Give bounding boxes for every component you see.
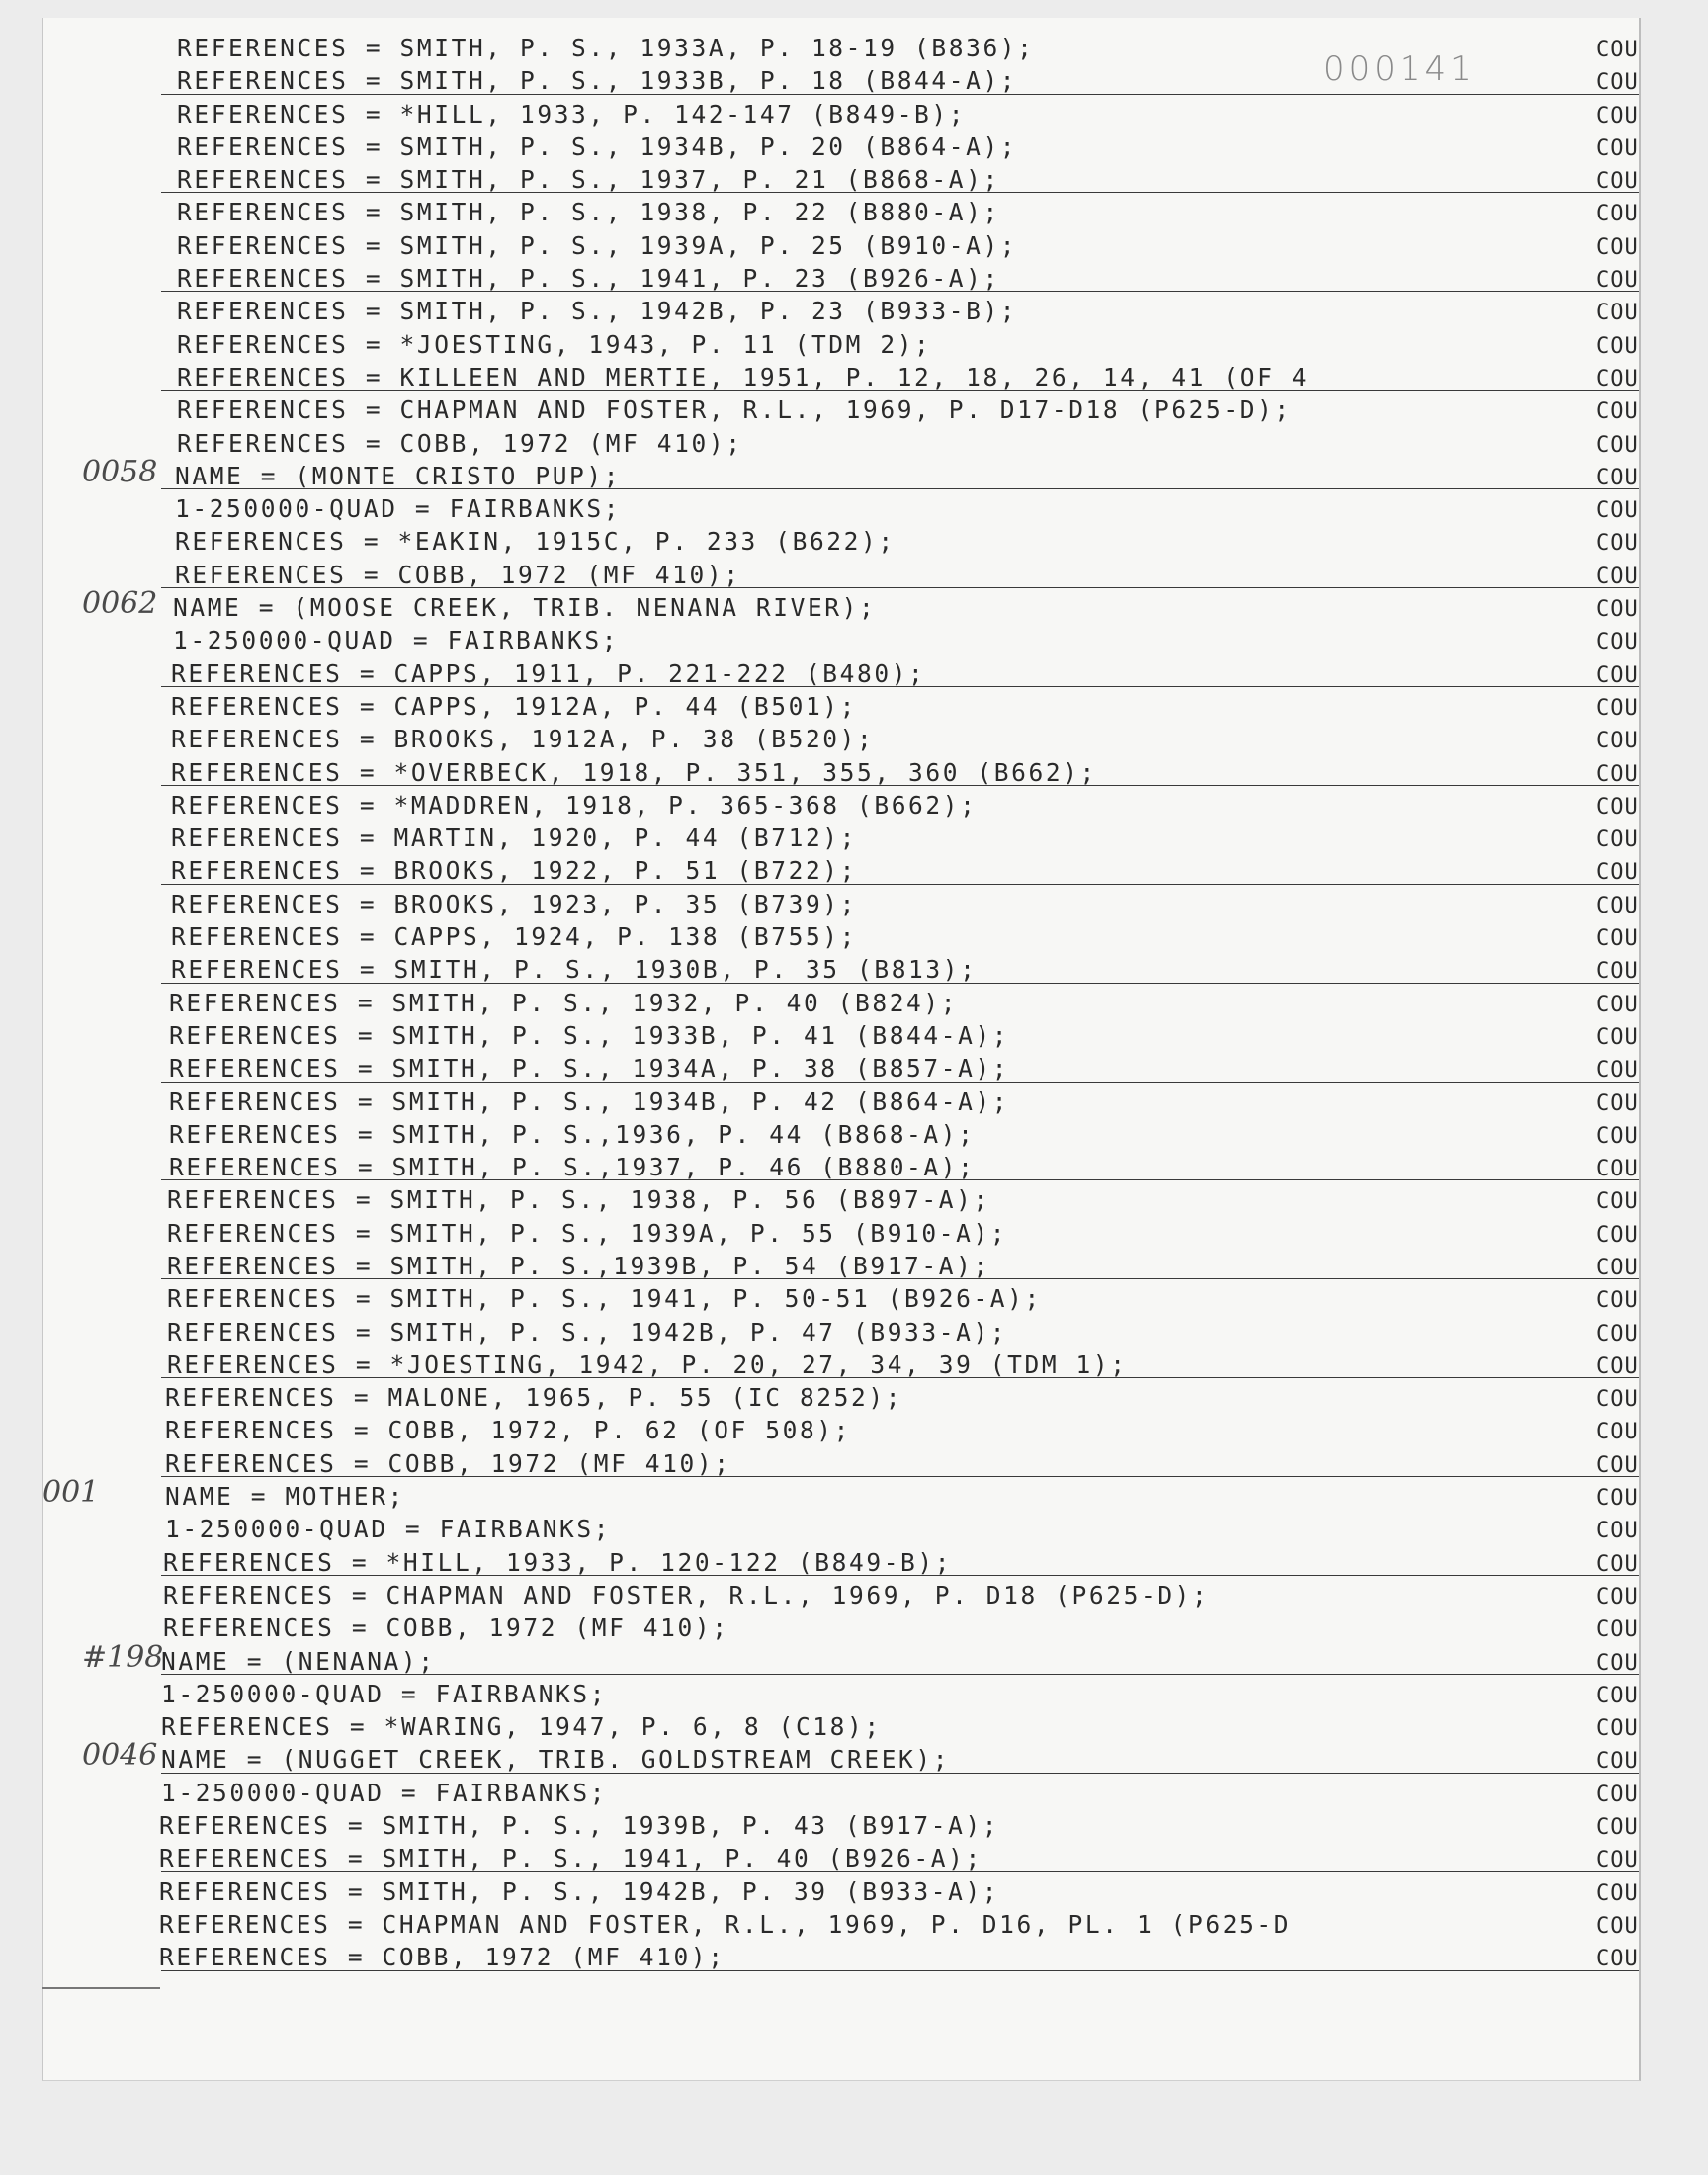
continuation-marker: COU	[1596, 992, 1639, 1017]
record-line	[43, 492, 1639, 525]
record-line	[43, 361, 1639, 393]
record-line	[43, 163, 1639, 196]
record-line	[43, 1710, 1639, 1743]
record-line	[43, 888, 1639, 920]
continuation-marker: COU	[1596, 135, 1639, 161]
record-line	[43, 1250, 1639, 1282]
record-text: REFERENCES = CAPPS, 1924, P. 138 (B755);	[171, 922, 858, 952]
continuation-marker: COU	[1596, 1782, 1639, 1807]
continuation-marker: COU	[1596, 1947, 1639, 1972]
continuation-marker: COU	[1596, 1090, 1639, 1116]
handwritten-annotation: 001	[43, 1475, 100, 1511]
continuation-marker: COU	[1596, 38, 1639, 62]
record-text: REFERENCES = SMITH, P. S., 1934A, P. 38 (B857-A);	[169, 1054, 1010, 1084]
record-text: REFERENCES = CAPPS, 1912A, P. 44 (B501);	[171, 691, 858, 721]
record-line	[43, 789, 1639, 822]
record-text: REFERENCES = SMITH, P. S., 1942B, P. 23 (B933-B);	[177, 297, 1018, 326]
continuation-marker: COU	[1596, 399, 1639, 425]
handwritten-annotation: #198	[82, 1639, 164, 1675]
record-line	[43, 1941, 1639, 1973]
continuation-marker: COU	[1596, 794, 1639, 820]
record-text: REFERENCES = *HILL, 1933, P. 120-122 (B849-B);	[163, 1547, 953, 1577]
continuation-marker: COU	[1596, 1058, 1639, 1084]
record-text: REFERENCES = COBB, 1972 (MF 410);	[159, 1943, 726, 1972]
record-line	[43, 262, 1639, 295]
record-line	[43, 427, 1639, 460]
continuation-marker: COU	[1596, 597, 1639, 623]
record-text: REFERENCES = SMITH, P. S., 1941, P. 50-51 (B926-A);	[167, 1284, 1042, 1314]
record-line	[43, 32, 1639, 64]
handwritten-annotation: 0058	[82, 454, 158, 489]
record-line	[43, 586, 1639, 624]
record-line	[43, 1447, 1639, 1480]
continuation-marker: COU	[1596, 1387, 1639, 1413]
record-line	[43, 1546, 1639, 1579]
continuation-marker: COU	[1596, 1519, 1639, 1544]
continuation-marker: COU	[1596, 1617, 1639, 1643]
continuation-marker: COU	[1596, 662, 1639, 688]
record-line	[43, 1809, 1639, 1842]
continuation-marker: COU	[1596, 531, 1639, 557]
record-line	[43, 454, 1639, 492]
continuation-marker: COU	[1596, 630, 1639, 655]
continuation-marker: COU	[1596, 70, 1639, 96]
record-text: REFERENCES = COBB, 1972, P. 62 (OF 508);	[165, 1416, 852, 1445]
continuation-marker: COU	[1596, 1321, 1639, 1347]
continuation-marker: COU	[1596, 1189, 1639, 1215]
continuation-marker: COU	[1596, 761, 1639, 787]
record-text: NAME = (MOOSE CREEK, TRIB. NENANA RIVER);	[173, 593, 877, 623]
record-text: REFERENCES = *EAKIN, 1915C, P. 233 (B622);	[175, 527, 896, 557]
record-line	[43, 1316, 1639, 1348]
page-number-stamp: 000141	[1324, 49, 1476, 89]
record-text: REFERENCES = *OVERBECK, 1918, P. 351, 355, 360 (B662);	[171, 757, 1097, 787]
record-text: NAME = (MONTE CRISTO PUP);	[175, 461, 622, 490]
record-line	[43, 1579, 1639, 1611]
continuation-marker: COU	[1596, 1880, 1639, 1906]
record-line	[43, 229, 1639, 262]
record-line	[43, 559, 1639, 591]
continuation-marker: COU	[1596, 498, 1639, 524]
record-line	[43, 1611, 1639, 1644]
record-line	[43, 1151, 1639, 1183]
record-line	[43, 1875, 1639, 1908]
record-text: REFERENCES = SMITH, P. S., 1941, P. 40 (B926-A);	[159, 1844, 982, 1873]
record-line	[43, 1639, 1639, 1678]
continuation-marker: COU	[1596, 465, 1639, 490]
record-text: REFERENCES = COBB, 1972 (MF 410);	[163, 1613, 729, 1643]
record-text: REFERENCES = SMITH, P. S.,1936, P. 44 (B868-A);	[169, 1119, 976, 1149]
record-line	[43, 756, 1639, 789]
document-page	[42, 18, 1641, 2081]
record-text: REFERENCES = *MADDREN, 1918, P. 365-368 (B662);	[171, 790, 978, 820]
record-text: REFERENCES = MALONE, 1965, P. 55 (IC 8252);	[165, 1383, 903, 1413]
record-text: REFERENCES = SMITH, P. S., 1939A, P. 55 (B910-A);	[167, 1218, 1008, 1248]
record-line	[43, 1019, 1639, 1052]
record-line	[43, 1842, 1639, 1874]
continuation-marker: COU	[1596, 959, 1639, 985]
continuation-marker: COU	[1596, 1452, 1639, 1478]
continuation-marker: COU	[1596, 1157, 1639, 1182]
record-line	[43, 1348, 1639, 1381]
record-text: REFERENCES = CHAPMAN AND FOSTER, R.L., 1969, P. D16, PL. 1 (P625-D	[159, 1909, 1292, 1939]
record-line	[43, 723, 1639, 755]
continuation-marker: COU	[1596, 1650, 1639, 1676]
record-line	[43, 1738, 1639, 1776]
handwritten-annotation: 0062	[82, 586, 158, 622]
record-line	[43, 1052, 1639, 1085]
record-line	[43, 1183, 1639, 1216]
record-text: REFERENCES = *JOESTING, 1943, P. 11 (TDM 2);	[177, 329, 932, 359]
record-line	[43, 196, 1639, 228]
record-text: NAME = (NENANA);	[161, 1646, 436, 1676]
record-text: REFERENCES = SMITH, P. S., 1934B, P. 20 (B864-A);	[177, 131, 1018, 161]
continuation-marker: COU	[1596, 268, 1639, 294]
record-text: REFERENCES = SMITH, P. S., 1933A, P. 18-19 (B836);	[177, 34, 1035, 62]
record-text: REFERENCES = KILLEEN AND MERTIE, 1951, P. 12, 18, 26, 14, 41 (OF 4	[177, 362, 1310, 392]
record-text: REFERENCES = SMITH, P. S., 1933B, P. 41 (B844-A);	[169, 1020, 1010, 1050]
record-text: REFERENCES = COBB, 1972 (MF 410);	[165, 1448, 731, 1478]
continuation-marker: COU	[1596, 1683, 1639, 1708]
record-text: REFERENCES = SMITH, P. S.,1939B, P. 54 (B917-A);	[167, 1251, 990, 1280]
record-line	[43, 328, 1639, 361]
continuation-marker: COU	[1596, 1255, 1639, 1280]
record-text: REFERENCES = BROOKS, 1922, P. 51 (B722);	[171, 856, 858, 886]
record-text: REFERENCES = CHAPMAN AND FOSTER, R.L., 1969, P. D17-D18 (P625-D);	[177, 395, 1292, 425]
record-line	[43, 393, 1639, 426]
record-text: REFERENCES = SMITH, P. S., 1932, P. 40 (B824);	[169, 988, 959, 1017]
record-text: REFERENCES = SMITH, P. S., 1930B, P. 35 (B813);	[171, 955, 978, 985]
record-line	[43, 1414, 1639, 1446]
record-text: REFERENCES = BROOKS, 1912A, P. 38 (B520);	[171, 725, 875, 754]
continuation-marker: COU	[1596, 202, 1639, 227]
record-line	[43, 920, 1639, 953]
record-text: 1-250000-QUAD = FAIRBANKS;	[175, 494, 622, 524]
continuation-marker: COU	[1596, 169, 1639, 195]
record-text: REFERENCES = SMITH, P. S., 1942B, P. 47 (B933-A);	[167, 1317, 1008, 1347]
continuation-marker: COU	[1596, 1848, 1639, 1873]
record-line	[43, 98, 1639, 130]
record-text: 1-250000-QUAD = FAIRBANKS;	[165, 1515, 612, 1544]
continuation-marker: COU	[1596, 860, 1639, 886]
record-text: NAME = MOTHER;	[165, 1482, 405, 1512]
record-line	[43, 1282, 1639, 1315]
record-text: REFERENCES = MARTIN, 1920, P. 44 (B712);	[171, 824, 858, 853]
continuation-marker: COU	[1596, 1288, 1639, 1314]
record-line	[43, 854, 1639, 887]
continuation-marker: COU	[1596, 333, 1639, 359]
record-line	[43, 987, 1639, 1019]
record-text: REFERENCES = *JOESTING, 1942, P. 20, 27, 34, 39 (TDM 1);	[167, 1349, 1128, 1379]
continuation-marker: COU	[1596, 103, 1639, 129]
record-line	[43, 1513, 1639, 1545]
record-text: REFERENCES = SMITH, P. S.,1937, P. 46 (B880-A);	[169, 1153, 976, 1182]
record-line	[43, 657, 1639, 690]
record-text: REFERENCES = SMITH, P. S., 1934B, P. 42 (B864-A);	[169, 1087, 1010, 1116]
record-line	[43, 1086, 1639, 1118]
continuation-marker: COU	[1596, 1353, 1639, 1379]
continuation-marker: COU	[1596, 1749, 1639, 1775]
record-text: REFERENCES = SMITH, P. S., 1933B, P. 18 (B844-A);	[177, 66, 1018, 96]
record-line	[43, 1777, 1639, 1809]
record-line	[43, 1475, 1639, 1513]
continuation-marker: COU	[1596, 1716, 1639, 1742]
continuation-marker: COU	[1596, 827, 1639, 853]
continuation-marker: COU	[1596, 1486, 1639, 1512]
continuation-marker: COU	[1596, 1123, 1639, 1149]
record-lines	[43, 32, 1639, 1974]
record-line	[43, 1381, 1639, 1414]
record-line	[43, 64, 1639, 97]
record-text: REFERENCES = CAPPS, 1911, P. 221-222 (B480);	[171, 658, 926, 688]
continuation-marker: COU	[1596, 695, 1639, 721]
record-text: REFERENCES = *HILL, 1933, P. 142-147 (B849-B);	[177, 99, 967, 129]
record-text: NAME = (NUGGET CREEK, TRIB. GOLDSTREAM CREEK);	[161, 1745, 951, 1775]
record-line	[43, 690, 1639, 723]
continuation-marker: COU	[1596, 564, 1639, 589]
record-text: REFERENCES = SMITH, P. S., 1938, P. 22 (B880-A);	[177, 198, 1000, 227]
continuation-marker: COU	[1596, 1913, 1639, 1939]
record-line	[43, 130, 1639, 163]
continuation-marker: COU	[1596, 1420, 1639, 1445]
record-line	[43, 1118, 1639, 1151]
continuation-marker: COU	[1596, 1815, 1639, 1841]
record-text: REFERENCES = COBB, 1972 (MF 410);	[175, 560, 741, 589]
record-text: 1-250000-QUAD = FAIRBANKS;	[173, 626, 620, 655]
record-line	[43, 1678, 1639, 1710]
record-text: REFERENCES = *WARING, 1947, P. 6, 8 (C18);	[161, 1712, 882, 1742]
page-bottom-rule	[42, 1987, 160, 1989]
continuation-marker: COU	[1596, 1024, 1639, 1050]
continuation-marker: COU	[1596, 301, 1639, 326]
record-text: REFERENCES = SMITH, P. S., 1938, P. 56 (B897-A);	[167, 1185, 990, 1215]
continuation-marker: COU	[1596, 432, 1639, 458]
record-text: REFERENCES = SMITH, P. S., 1937, P. 21 (B868-A);	[177, 165, 1000, 195]
record-line	[43, 525, 1639, 558]
continuation-marker: COU	[1596, 234, 1639, 260]
record-line	[43, 1217, 1639, 1250]
record-text: 1-250000-QUAD = FAIRBANKS;	[161, 1679, 608, 1708]
record-text: REFERENCES = SMITH, P. S., 1939A, P. 25 (B910-A);	[177, 230, 1018, 260]
record-line	[43, 822, 1639, 854]
record-text: REFERENCES = CHAPMAN AND FOSTER, R.L., 1969, P. D18 (P625-D);	[163, 1580, 1210, 1610]
record-line	[43, 953, 1639, 986]
continuation-marker: COU	[1596, 366, 1639, 392]
continuation-marker: COU	[1596, 729, 1639, 754]
record-text: REFERENCES = SMITH, P. S., 1941, P. 23 (B926-A);	[177, 264, 1000, 294]
continuation-marker: COU	[1596, 1222, 1639, 1248]
record-line	[43, 295, 1639, 327]
continuation-marker: COU	[1596, 1551, 1639, 1577]
record-text: REFERENCES = SMITH, P. S., 1942B, P. 39 (B933-A);	[159, 1876, 1000, 1906]
record-line	[43, 1908, 1639, 1941]
record-text: 1-250000-QUAD = FAIRBANKS;	[161, 1778, 608, 1807]
record-text: REFERENCES = SMITH, P. S., 1939B, P. 43 (B917-A);	[159, 1811, 1000, 1841]
continuation-marker: COU	[1596, 926, 1639, 952]
continuation-marker: COU	[1596, 893, 1639, 918]
continuation-marker: COU	[1596, 1584, 1639, 1610]
record-line	[43, 624, 1639, 656]
record-text: REFERENCES = COBB, 1972 (MF 410);	[177, 428, 743, 458]
handwritten-annotation: 0046	[82, 1738, 158, 1774]
record-text: REFERENCES = BROOKS, 1923, P. 35 (B739);	[171, 889, 858, 918]
